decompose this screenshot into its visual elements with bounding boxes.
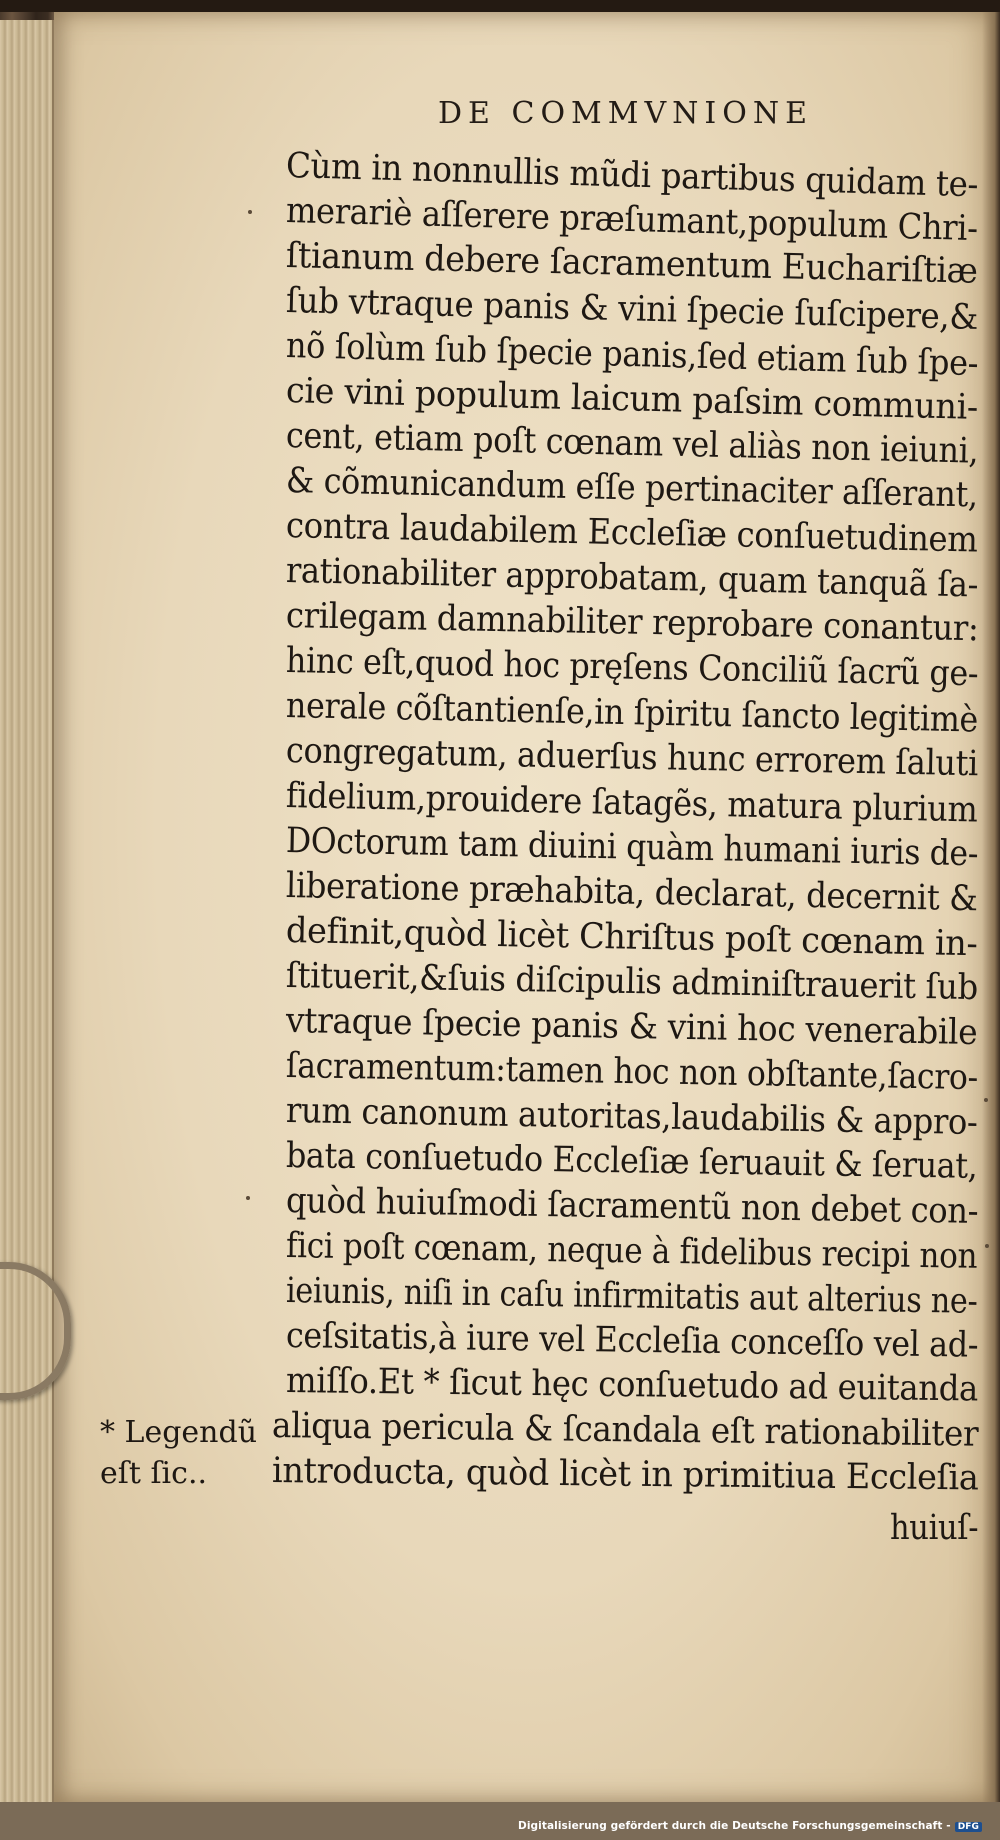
marginal-note-line-2: eſt ſic.. xyxy=(100,1456,208,1491)
text-line: fidelium,prouidere ſatagẽs, matura plurium xyxy=(285,776,978,831)
top-shadow xyxy=(0,0,1000,12)
text-line: rum canonum autoritas,laudabilis & appro- xyxy=(285,1091,978,1144)
text-line: crilegam damnabiliter reprobare conantur: xyxy=(285,596,979,650)
text-line: ſacramentum:tamen hoc non obſtante,ſacro- xyxy=(285,1046,979,1099)
text-line: definit,quòd licèt Chriſtus poſt cœnam in- xyxy=(285,911,978,965)
text-line: Cùm in nonnullis mũdi partibus quidam te- xyxy=(285,146,979,206)
credit-text: Digitalisierung gefördert durch die Deutsche Forschungsgemeinschaft - xyxy=(518,1820,951,1832)
text-line: miſſo.Et * ſicut hęc conſuetudo ad euitanda xyxy=(285,1361,979,1410)
text-line: ſtianum debere ſacramentum Euchariſtiæ xyxy=(285,236,979,292)
ink-speck xyxy=(985,1244,989,1248)
running-head: DE COMMVNIONE xyxy=(438,96,813,131)
ink-speck xyxy=(984,1098,988,1102)
ink-speck xyxy=(246,1196,250,1200)
text-line: fici poſt cœnam, neque à fidelibus recipi non xyxy=(285,1226,978,1277)
text-line: huiuſ- xyxy=(890,1508,979,1548)
marginal-note-line-1: * Legendũ xyxy=(100,1415,258,1450)
text-line: ceſsitatis,à iure vel Eccleſia conceſſo vel ad- xyxy=(285,1316,979,1366)
text-line: ſub vtraque panis & vini ſpecie ſuſcipere,& xyxy=(285,281,979,338)
text-line: merariè aſſerere præſumant,populum Chri- xyxy=(285,191,979,250)
text-line: quòd huiuſmodi ſacramentũ non debet con- xyxy=(285,1181,979,1232)
text-line: aliqua pericula & ſcandala eſt rationabiliter xyxy=(271,1406,979,1455)
dfg-logo: DFG xyxy=(955,1822,982,1832)
book-page-edges xyxy=(0,20,54,1820)
text-line: rationabiliter approbatam, quam tanquã ſa- xyxy=(285,551,979,606)
text-line: cent, etiam poſt cœnam vel aliàs non ieiuni, xyxy=(285,416,979,472)
text-line: contra laudabilem Eccleſiæ conſuetudinem xyxy=(285,506,978,561)
page-right-edge xyxy=(982,12,1000,1802)
digitization-credit xyxy=(518,1820,982,1832)
text-line: nõ ſolùm ſub ſpecie panis,ſed etiam ſub ſpe- xyxy=(285,326,979,385)
text-line: bata conſuetudo Eccleſiæ ſeruauit & ſeruat, xyxy=(285,1136,978,1187)
text-line: ieiunis, niſi in caſu infirmitatis aut alterius ne- xyxy=(285,1271,978,1322)
text-line: & cõmunicandum eſſe pertinaciter aſſerant, xyxy=(285,461,979,516)
text-line: DOctorum tam diuini quàm humani iuris de- xyxy=(285,821,979,875)
text-line: nerale cõſtantienſe,in ſpiritu ſancto legitimè xyxy=(285,686,979,741)
text-line: vtraque ſpecie panis & vini hoc venerabile xyxy=(285,1001,978,1054)
text-line: liberatione præhabita, declarat, decernit & xyxy=(285,866,978,920)
ink-speck xyxy=(248,210,252,214)
text-line: ſtituerit,&ſuis diſcipulis adminiſtrauerit ſub xyxy=(285,956,979,1009)
text-line: cie vini populum laicum paſsim communi- xyxy=(285,371,979,428)
text-line: introducta, quòd licèt in primitiua Eccleſia xyxy=(271,1451,979,1499)
text-line: hinc eſt,quod hoc pręſens Conciliũ ſacrũ ge- xyxy=(285,641,979,695)
text-line: congregatum, aduerſus hunc errorem ſaluti xyxy=(285,731,979,785)
